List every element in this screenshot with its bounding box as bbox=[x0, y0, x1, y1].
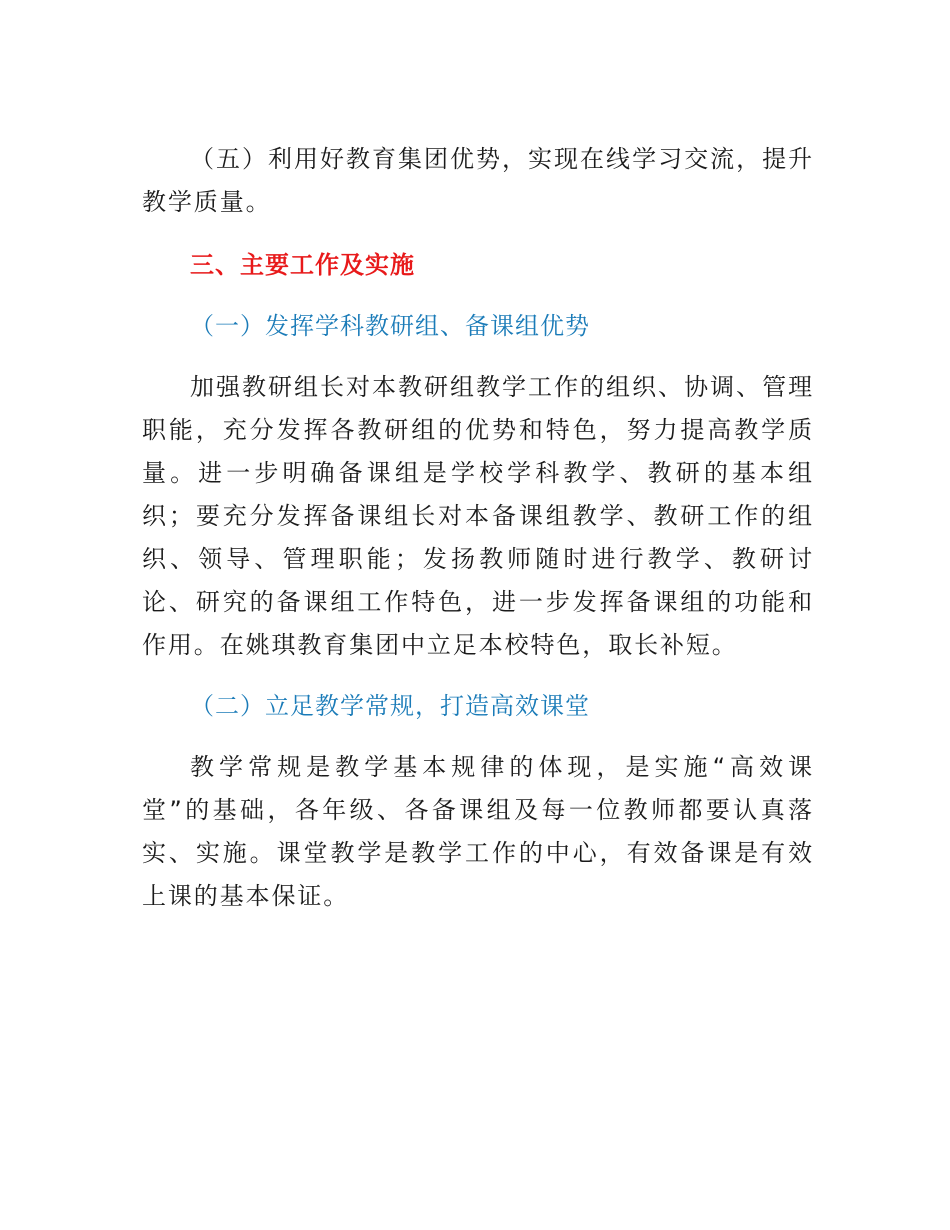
spacer bbox=[142, 667, 814, 685]
section-heading-3: 三、主要工作及实施 bbox=[190, 251, 415, 279]
subheading-2: （二）立足教学常规，打造高效课堂 bbox=[190, 692, 590, 720]
paragraph-teaching-groups: 加强教研组长对本教研组教学工作的组织、协调、管理职能，充分发挥各教研组的优势和特色，努力提高教学质量。进一步明确备课组是学校学科教学、教研的基本组织；要充分发挥备课组长对本备课组教学、教研工作的组织、领导、管理职能；发扬教师随时进行教学、教研讨论、研究的备课组工作特色，进一步发挥备课组的功能和作用。在姚琪教育集团中立足本校特色，取长补短。 bbox=[142, 373, 814, 659]
paragraph-teaching-routine: 教学常规是教学基本规律的体现，是实施“高效课堂”的基础，各年级、各备课组及每一位教师都要认真落实、实施。课堂教学是教学工作的中心，有效备课是有效上课的基本保证。 bbox=[142, 753, 814, 910]
spacer bbox=[142, 224, 814, 244]
paragraph-five: （五）利用好教育集团优势，实现在线学习交流，提升教学质量。 bbox=[142, 145, 814, 216]
document-page bbox=[142, 138, 814, 918]
spacer bbox=[142, 728, 814, 746]
spacer bbox=[142, 287, 814, 305]
spacer bbox=[142, 348, 814, 366]
subheading-1: （一）发挥学科教研组、备课组优势 bbox=[190, 312, 590, 340]
